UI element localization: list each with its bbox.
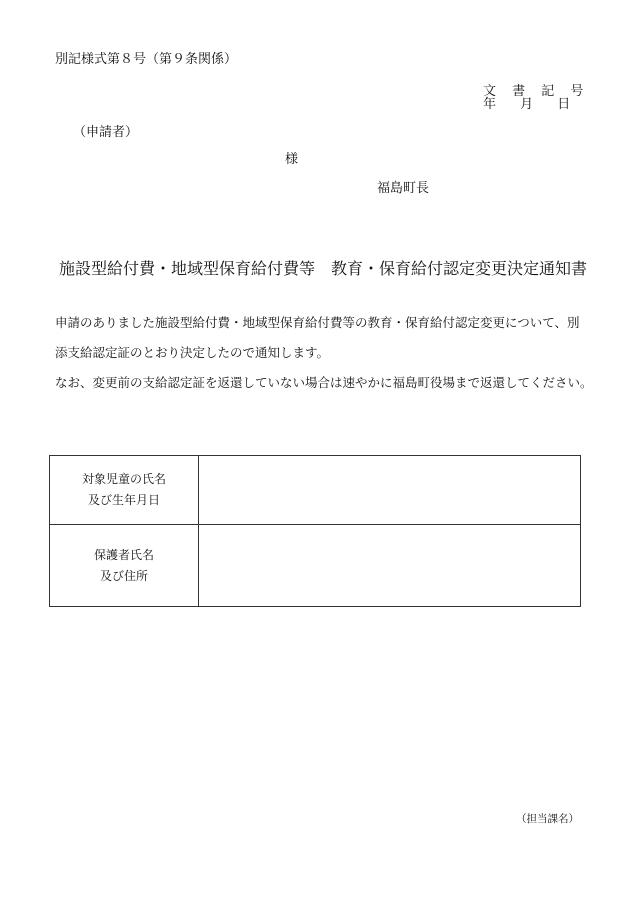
table-row <box>50 456 581 525</box>
guardian-value-cell <box>199 525 581 607</box>
child-label-cell <box>50 456 199 525</box>
body-paragraph-2: 添支給認定証のとおり決定したので通知します。 <box>55 345 330 360</box>
body-paragraph-1: 申請のありました施設型給付費・地域型保育給付費等の教育・保育給付認定変更について、別 <box>55 315 580 330</box>
info-table <box>49 455 581 607</box>
document-number: 文 書 記 号 <box>483 84 590 99</box>
applicant-label: （申請者） <box>73 125 139 140</box>
guardian-label-line1: 保護者氏名 <box>93 547 154 562</box>
child-label-line1: 対象児童の氏名 <box>81 472 166 486</box>
table-row <box>50 525 581 607</box>
issuer-name: 福島町長 <box>377 181 430 196</box>
child-value-cell <box>199 456 581 525</box>
contact-department: （担当課名） <box>516 813 579 825</box>
child-label-line2: 及び生年月日 <box>87 493 160 507</box>
guardian-label-line2: 及び住所 <box>99 568 148 583</box>
form-number: 別記様式第８号（第９条関係） <box>55 52 238 67</box>
date-line: 年 月 日 <box>483 97 571 112</box>
guardian-label-cell <box>50 525 199 607</box>
body-paragraph-3: なお、変更前の支給認定証を返還していない場合は速やかに福島町役場まで返還してください。 <box>55 375 593 390</box>
document-title: 施設型給付費・地域型保育給付費等 教育・保育給付認定変更決定通知書 <box>59 259 588 278</box>
honorific: 様 <box>285 152 299 167</box>
